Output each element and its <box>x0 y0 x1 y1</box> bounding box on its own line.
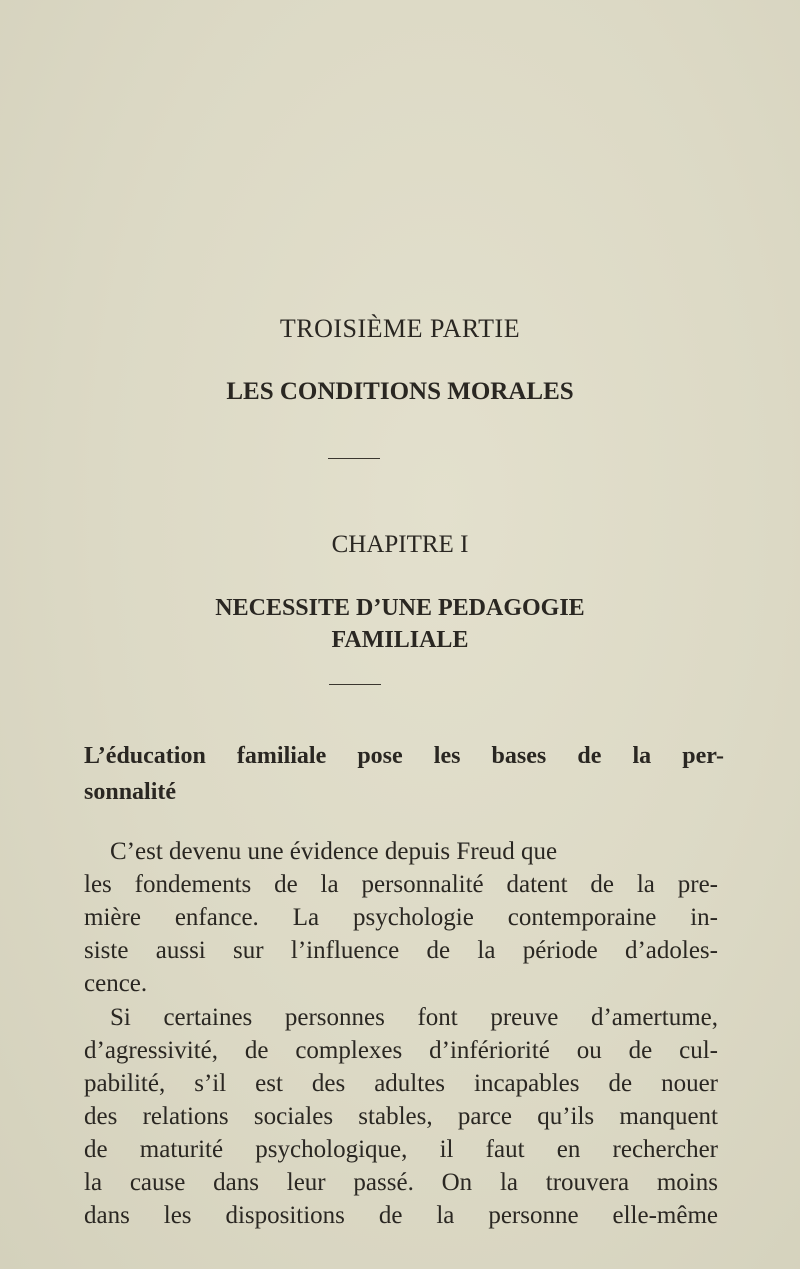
body-line: siste aussi sur l’influence de la période d’adoles- <box>84 937 718 964</box>
section-heading <box>84 738 724 810</box>
divider <box>329 684 381 685</box>
divider <box>328 458 380 459</box>
body-line: la cause dans leur passé. On la trouvera moins <box>84 1169 718 1196</box>
part-subtitle: LES CONDITIONS MORALES <box>226 378 574 405</box>
body-line: Si certaines personnes font preuve d’amertume, <box>110 1004 718 1031</box>
body-line: des relations sociales stables, parce qu’ils manquent <box>84 1103 718 1130</box>
part-title: TROISIÈME PARTIE <box>279 314 521 343</box>
body-line: de maturité psychologique, il faut en rechercher <box>84 1136 718 1163</box>
chapter-title-line: FAMILIALE <box>331 627 469 653</box>
chapter-number: CHAPITRE I <box>331 531 469 558</box>
chapter-title-line: NECESSITE D’UNE PEDAGOGIE <box>215 595 585 621</box>
body-line: les fondements de la personnalité datent de la pre- <box>84 871 718 898</box>
body-line: cence. <box>84 970 148 997</box>
chapter-title <box>0 592 800 656</box>
body-line: mière enfance. La psychologie contemporaine in- <box>84 904 718 931</box>
section-heading-line: L’éducation familiale pose les bases de la per- <box>84 743 724 769</box>
section-heading-line: sonnalité <box>84 779 177 805</box>
body-line: d’agressivité, de complexes d’infériorité ou de cul- <box>84 1037 718 1064</box>
body-line: dans les dispositions de la personne elle-même <box>84 1202 718 1229</box>
body-line: pabilité, s’il est des adultes incapables de nouer <box>84 1070 718 1097</box>
body-line: C’est devenu une évidence depuis Freud que <box>110 838 558 865</box>
